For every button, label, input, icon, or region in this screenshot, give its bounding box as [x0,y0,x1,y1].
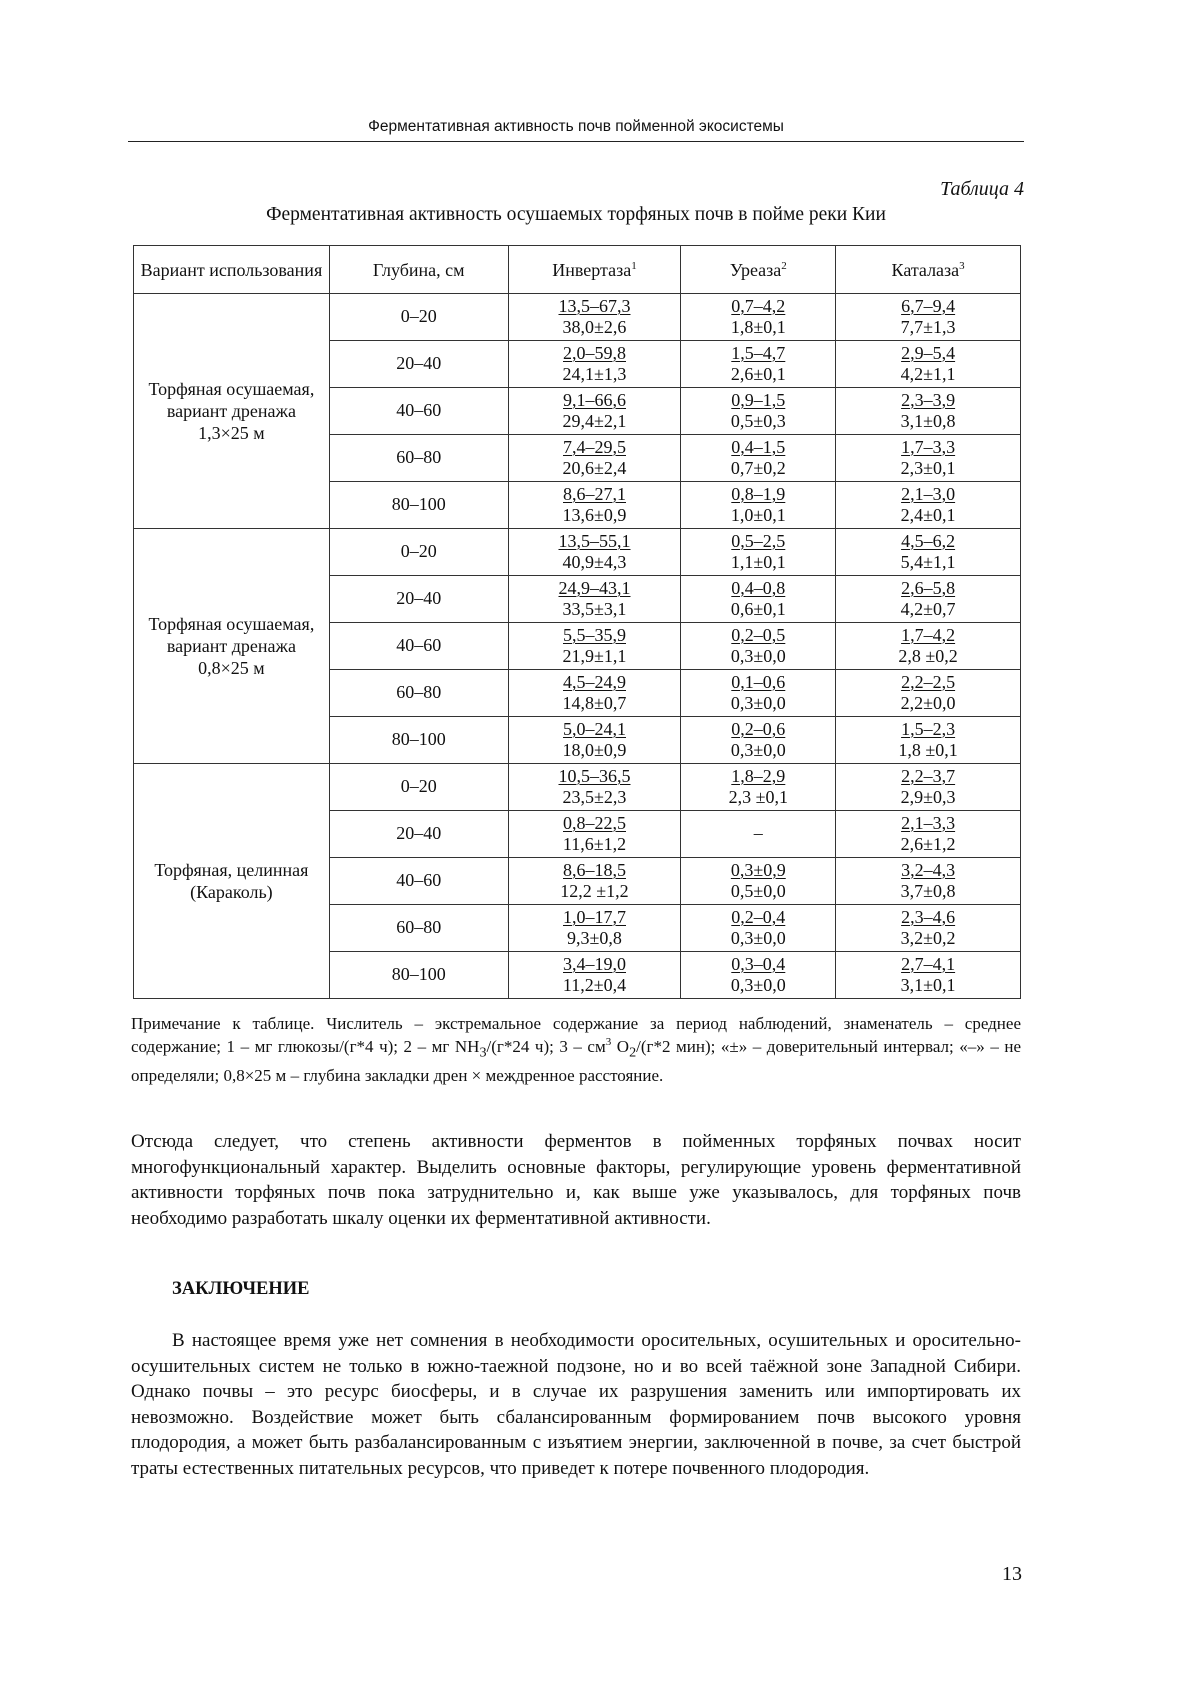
urease-cell-range: 1,5–4,7 [731,342,786,363]
invertase-cell [508,764,681,811]
catalase-cell [836,388,1021,435]
header-depth: Глубина, см [329,246,508,294]
catalase-cell-range: 3,2–4,3 [901,859,956,880]
invertase-cell-range: 8,6–18,5 [563,859,626,880]
invertase-cell-range: 5,5–35,9 [563,624,626,645]
urease-cell-range: 0,2–0,5 [731,624,786,645]
catalase-cell [836,858,1021,905]
invertase-cell-mean: 20,6±2,4 [562,458,627,478]
urease-cell-mean: 0,3±0,0 [730,693,786,713]
invertase-cell-range: 7,4–29,5 [563,436,626,457]
catalase-cell-range: 2,3–4,6 [901,906,956,927]
depth-cell: 80–100 [329,717,508,764]
body-paragraph: Отсюда следует, что степень активности ферментов в пойменных торфяных почвах носит многофункциональный характер. Выделить основные факторы, регулирующие уровень ферментативной активности торфяных почв пока затруднительно и, как выше уже указывалось, для торфяных почв необходимо разработать шкалу оценки их ферментативной активности. [131,1131,1021,1229]
catalase-cell [836,717,1021,764]
urease-cell [681,670,836,717]
catalase-cell-mean: 4,2±1,1 [900,364,956,384]
invertase-cell-mean: 12,2 ±1,2 [560,881,629,901]
urease-cell [681,435,836,482]
invertase-cell [508,482,681,529]
invertase-cell-mean: 23,5±2,3 [562,787,627,807]
invertase-cell-mean: 24,1±1,3 [562,364,627,384]
section-heading: ЗАКЛЮЧЕНИЕ [172,1279,310,1299]
depth-cell: 0–20 [329,294,508,341]
catalase-cell [836,764,1021,811]
urease-cell-range: 0,8–1,9 [731,483,786,504]
invertase-cell [508,529,681,576]
invertase-cell-mean: 11,2±0,4 [562,975,627,995]
catalase-cell-mean: 3,7±0,8 [900,881,956,901]
catalase-cell-range: 4,5–6,2 [901,530,956,551]
header-invertase: Инвертаза$^1$ [508,246,681,294]
depth-cell: 20–40 [329,811,508,858]
header-variant: Вариант использования [134,246,330,294]
enzyme-activity-table [133,245,1021,999]
catalase-cell [836,905,1021,952]
urease-cell-range: 0,3±0,9 [730,859,786,880]
catalase-cell-range: 2,2–2,5 [901,671,956,692]
table-note: Примечание к таблице. Числитель – экстремальное содержание за период наблюдений, знаменатель – среднее содержание; 1 – мг глюкозы/(г*4 ч); 2 – мг $NH_3/(г*24$ ч); $3 - см^3$ $O_2/(г*2$ мин); «±» – доверительный интервал; «–» – не определяли; 0,8×25 м – глубина закладки дрен × междренное расстояние. [131,1014,1021,1086]
catalase-cell-range: 2,1–3,0 [901,483,956,504]
urease-cell [681,952,836,999]
catalase-cell-range: 1,5–2,3 [901,718,956,739]
catalase-cell [836,435,1021,482]
invertase-cell-range: 5,0–24,1 [563,718,626,739]
catalase-cell-mean: 3,2±0,2 [900,928,956,948]
urease-cell [681,576,836,623]
catalase-cell-range: 1,7–4,2 [901,624,956,645]
catalase-cell-mean: 2,9±0,3 [900,787,956,807]
invertase-cell [508,435,681,482]
urease-cell-range: 0,4–0,8 [731,577,786,598]
urease-cell-mean: 0,3±0,0 [730,646,786,666]
invertase-cell-range: 3,4–19,0 [563,953,626,974]
urease-cell-range: 1,8–2,9 [731,765,786,786]
urease-cell [681,717,836,764]
table-row [134,529,1021,576]
urease-cell-range: 0,7–4,2 [731,295,786,316]
invertase-cell [508,811,681,858]
invertase-cell [508,388,681,435]
urease-cell-mean: 2,6±0,1 [730,364,786,384]
invertase-cell-range: 13,5–55,1 [558,530,631,551]
urease-cell-range: 0,3–0,4 [731,953,786,974]
catalase-cell [836,623,1021,670]
invertase-cell [508,717,681,764]
catalase-cell [836,670,1021,717]
depth-cell: 60–80 [329,435,508,482]
running-title: Ферментативная активность почв пойменной экосистемы [368,118,784,135]
catalase-cell-mean: 4,2±0,7 [900,599,956,619]
catalase-cell-range: 2,7–4,1 [901,953,956,974]
urease-cell-mean: 0,5±0,0 [730,881,786,901]
catalase-cell-mean: 7,7±1,3 [900,317,956,337]
invertase-cell-range: 13,5–67,3 [558,295,631,316]
invertase-cell-range: 4,5–24,9 [563,671,626,692]
depth-cell: 40–60 [329,388,508,435]
invertase-cell-range: 10,5–36,5 [558,765,631,786]
urease-cell-mean: 0,7±0,2 [730,458,786,478]
table-body [134,294,1021,999]
catalase-cell-range: 2,3–3,9 [901,389,956,410]
catalase-cell-range: 2,1–3,3 [901,812,956,833]
invertase-cell [508,858,681,905]
invertase-cell [508,905,681,952]
urease-cell [681,764,836,811]
urease-cell-range: 0,1–0,6 [731,671,786,692]
body-paragraph-conclusion: В настоящее время уже нет сомнения в необходимости оросительных, осушительных и оросительно-осушительных систем не только в южно-таежной подзоне, но и во всей таёжной зоне Западной Сибири. Однако почвы – это ресурс биосферы, и в случае их разрушения заменить или импортировать их невозможно. Воздействие может быть сбалансированным формированием почв высокого уровня плодородия, а может быть разбалансированным с изъятием энергии, заключенной в почве, за счет быстрой траты естественных питательных ресурсов, что приведет к потере почвенного плодородия. [131,1330,1021,1479]
urease-cell-mean: 2,3 ±0,1 [728,787,788,807]
catalase-cell-mean: 3,1±0,8 [900,411,956,431]
catalase-cell [836,482,1021,529]
urease-cell-mean: 0,6±0,1 [730,599,786,619]
urease-cell-value: – [753,823,763,844]
table-header-row [134,246,1021,294]
invertase-cell [508,670,681,717]
catalase-cell-mean: 3,1±0,1 [900,975,956,995]
invertase-cell-range: 1,0–17,7 [563,906,626,927]
urease-cell-mean: 1,1±0,1 [730,552,786,572]
table-number: Таблица 4 [940,178,1024,200]
header-rule [128,141,1024,142]
invertase-cell-mean: 21,9±1,1 [562,646,627,666]
variant-cell: Торфяная осушаемая, вариант дренажа 0,8×25 м [134,529,330,764]
urease-cell-range: 0,2–0,6 [731,718,786,739]
urease-cell-range: 0,4–1,5 [731,436,786,457]
catalase-cell-mean: 2,6±1,2 [900,834,956,854]
invertase-cell-mean: 38,0±2,6 [562,317,627,337]
invertase-cell-mean: 13,6±0,9 [562,505,627,525]
header-urease: Уреаза$^2$ [681,246,836,294]
urease-cell-mean: 0,3±0,0 [730,975,786,995]
invertase-cell-range: 8,6–27,1 [563,483,626,504]
invertase-cell [508,623,681,670]
catalase-cell [836,576,1021,623]
invertase-cell-range: 9,1–66,6 [563,389,626,410]
urease-cell [681,529,836,576]
invertase-cell-range: 2,0–59,8 [563,342,626,363]
urease-cell [681,811,836,858]
depth-cell: 80–100 [329,482,508,529]
catalase-cell [836,952,1021,999]
invertase-cell-mean: 29,4±2,1 [562,411,627,431]
catalase-cell [836,811,1021,858]
invertase-cell-range: 24,9–43,1 [558,577,631,598]
depth-cell: 0–20 [329,764,508,811]
invertase-cell-mean: 18,0±0,9 [562,740,627,760]
depth-cell: 0–20 [329,529,508,576]
urease-cell [681,623,836,670]
table-row [134,294,1021,341]
urease-cell-mean: 0,5±0,3 [730,411,786,431]
variant-cell: Торфяная осушаемая, вариант дренажа 1,3×25 м [134,294,330,529]
depth-cell: 60–80 [329,670,508,717]
urease-cell-mean: 0,3±0,0 [730,928,786,948]
depth-cell: 60–80 [329,905,508,952]
catalase-cell-mean: 5,4±1,1 [900,552,956,572]
header-catalase: Каталаза$^3$ [836,246,1021,294]
urease-cell-range: 0,9–1,5 [731,389,786,410]
urease-cell [681,341,836,388]
urease-cell [681,294,836,341]
invertase-cell-range: 0,8–22,5 [563,812,626,833]
urease-cell-mean: 1,8±0,1 [730,317,786,337]
depth-cell: 20–40 [329,576,508,623]
table-row [134,764,1021,811]
catalase-cell-mean: 2,2±0,0 [900,693,956,713]
catalase-cell-range: 2,6–5,8 [901,577,956,598]
urease-cell-range: 0,5–2,5 [731,530,786,551]
catalase-cell-mean: 2,4±0,1 [900,505,956,525]
urease-cell [681,858,836,905]
invertase-cell-mean: 14,8±0,7 [562,693,627,713]
invertase-cell [508,294,681,341]
depth-cell: 40–60 [329,858,508,905]
table-caption: Ферментативная активность осушаемых торфяных почв в пойме реки Кии [266,204,886,225]
variant-cell: Торфяная, целинная (Караколь) [134,764,330,999]
depth-cell: 40–60 [329,623,508,670]
urease-cell-mean: 0,3±0,0 [730,740,786,760]
urease-cell [681,388,836,435]
urease-cell [681,905,836,952]
catalase-cell [836,529,1021,576]
invertase-cell-mean: 40,9±4,3 [562,552,627,572]
invertase-cell-mean: 9,3±0,8 [567,928,622,948]
catalase-cell-mean: 2,8 ±0,2 [898,646,958,666]
invertase-cell [508,341,681,388]
catalase-cell-range: 1,7–3,3 [901,436,956,457]
urease-cell-range: 0,2–0,4 [731,906,786,927]
catalase-cell-range: 2,9–5,4 [901,342,956,363]
catalase-cell-mean: 1,8 ±0,1 [898,740,958,760]
invertase-cell-mean: 11,6±1,2 [562,834,627,854]
catalase-cell-range: 2,2–3,7 [901,765,956,786]
catalase-cell [836,341,1021,388]
catalase-cell [836,294,1021,341]
urease-cell [681,482,836,529]
catalase-cell-mean: 2,3±0,1 [900,458,956,478]
invertase-cell-mean: 33,5±3,1 [562,599,627,619]
catalase-cell-range: 6,7–9,4 [901,295,956,316]
depth-cell: 80–100 [329,952,508,999]
urease-cell-mean: 1,0±0,1 [730,505,786,525]
depth-cell: 20–40 [329,341,508,388]
invertase-cell [508,576,681,623]
invertase-cell [508,952,681,999]
page-number: 13 [1002,1563,1022,1585]
